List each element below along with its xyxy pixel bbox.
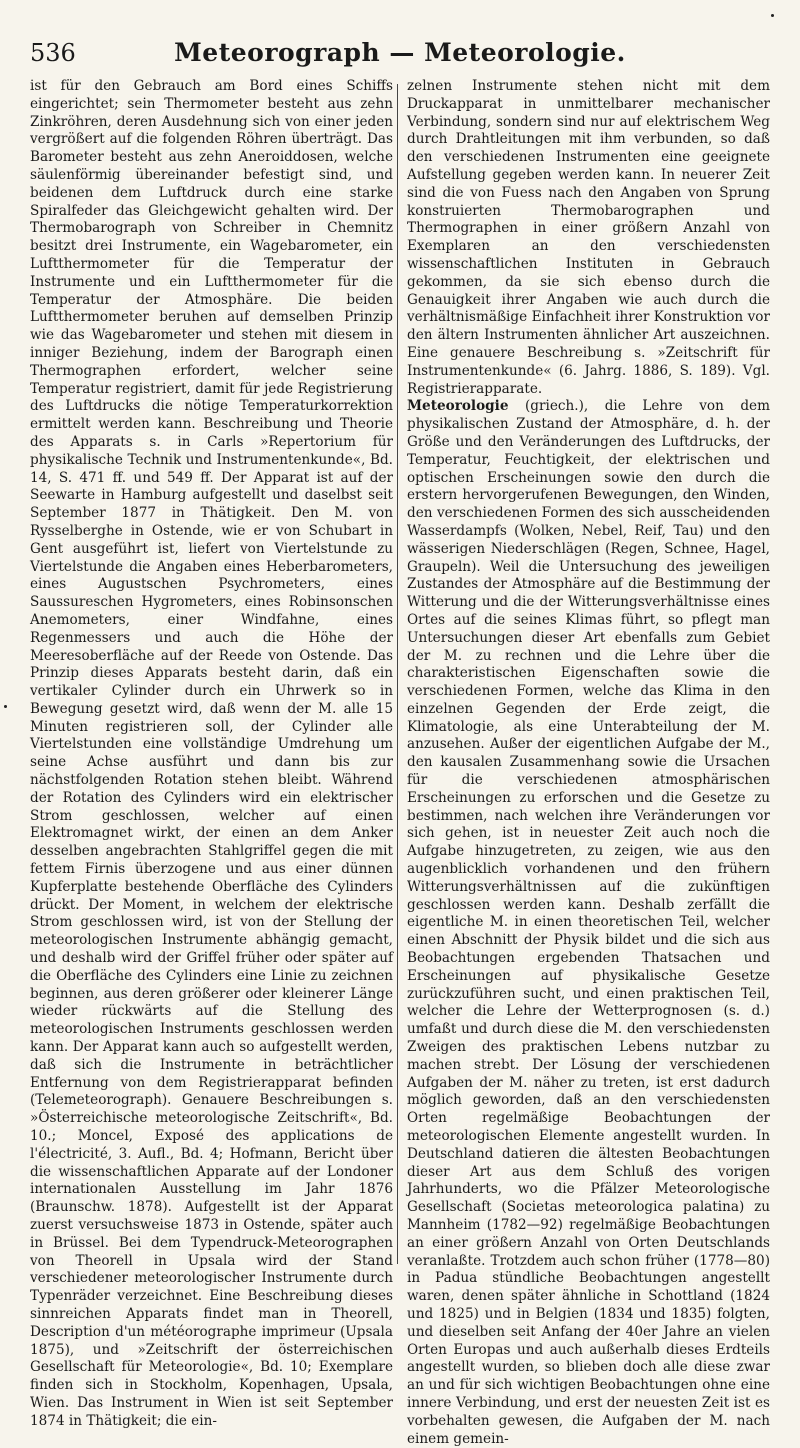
page-number: 536	[30, 39, 76, 67]
page-header	[30, 36, 770, 76]
entry-meteorologie	[407, 398, 770, 1448]
right-column-text-continued: zelnen Instrumente stehen nicht mit dem Druckapparat in unmittelbarer mechanischer Verbindung, sondern sind nur auf elektrischem Weg durch Drahtleitungen mit ihm verbunden, so daß den verschiedenen Instrumenten eine geeignete Aufstellung gegeben werden kann. In neuerer Zeit sind die von Fuess nach den Angaben von Sprung konstruierten Thermobarographen und Thermographen in einer größern Anzahl von Exemplaren an den verschiedensten wissenschaftlichen Instituten in Gebrauch gekommen, da sie sich ebenso durch die Genauigkeit ihrer Angaben wie auch durch die verhältnismäßige Einfachheit ihrer Konstruktion vor den ältern Instrumenten ähnlicher Art auszeichnen. Eine genauere Beschreibung s. »Zeitschrift für Instrumentenkunde« (6. Jahrg. 1886, S. 189). Vgl. Registrierapparate.	[407, 78, 770, 397]
left-column-text: ist für den Gebrauch am Bord eines Schiffs eingerichtet; sein Thermometer besteht aus zehn Zinkröhren, deren Ausdehnung sich von einer jeden vergrößert auf die folgenden Röhren überträgt. Das Barometer besteht aus zehn Aneroiddosen, welche säulenförmig übereinander befestigt sind, und beidenen dem Luftdruck durch eine starke Spiralfeder das Gleichgewicht gehalten wird. Der Thermobarograph von Schreiber in Chemnitz besitzt drei Instrumente, ein Wagebarometer, ein Luftthermometer für die Temperatur der Instrumente und ein Luftthermometer für die Temperatur der Atmosphäre. Die beiden Luftthermometer beruhen auf demselben Prinzip wie das Wagebarometer und stehen mit diesem in inniger Beziehung, indem der Barograph einen Thermographen erfordert, welcher seine Temperatur registriert, damit für jede Registrierung des Luftdrucks die nötige Temperaturkorrektion ermittelt werden kann. Beschreibung und Theorie des Apparats s. in Carls »Repertorium für physikalische Technik und Instrumentenkunde«, Bd. 14, S. 471 ff. und 549 ff. Der Apparat ist auf der Seewarte in Hamburg aufgestellt und daselbst seit September 1877 in Thätigkeit. Den M. von Rysselberghe in Ostende, wie er von Schubart in Gent ausgeführt ist, liefert von Viertelstunde zu Viertelstunde die Angaben eines Heberbarometers, eines Augustschen Psychrometers, eines Saussureschen Hygrometers, eines Robinsonschen Anemometers, einer Windfahne, eines Regenmessers und auch die Höhe der Meeresoberfläche auf der Reede von Ostende. Das Prinzip dieses Apparats besteht darin, daß ein vertikaler Cylinder durch ein Uhrwerk so in Bewegung gesetzt wird, daß wenn der M. alle 15 Minuten registrieren soll, der Cylinder alle Viertelstunden eine vollständige Umdrehung um seine Achse ausführt und dann bis zur nächstfolgenden Rotation stehen bleibt. Während der Rotation des Cylinders wird ein elektrischer Strom geschlossen, welcher auf einen Elektromagnet wirkt, der einen an dem Anker desselben angebrachten Stahlgriffel gegen die mit fettem Firnis überzogene und aus einer dünnen Kupferplatte bestehende Oberfläche des Cylinders drückt. Der Moment, in welchem der elektrische Strom geschlossen wird, ist von der Stellung der meteorologischen Instrumente abhängig gemacht, und deshalb wird der Griffel früher oder später auf die Oberfläche des Cylinders eine Linie zu zeichnen beginnen, aus deren größerer oder kleinerer Länge wieder rückwärts auf die Stellung des meteorologischen Instruments geschlossen werden kann. Der Apparat kann auch so aufgestellt werden, daß sich die Instrumente in beträchtlicher Entfernung von dem Registrierapparat befinden (Telemeteorograph). Genauere Beschreibungen s. »Österreichische meteorologische Zeitschrift«, Bd. 10.; Moncel, Exposé des applications de l'électricité, 3. Aufl., Bd. 4; Hofmann, Bericht über die wissenschaftlichen Apparate auf der Londoner internationalen Ausstellung im Jahr 1876 (Braunschw. 1878). Aufgestellt ist der Apparat zuerst versuchsweise 1873 in Ostende, später auch in Brüssel. Bei dem Typendruck-Meteorographen von Theorell in Upsala wird der Stand verschiedener meteorologischer Instrumente durch Typenräder verzeichnet. Eine Beschreibung dieses sinnreichen Apparats findet man in Theorell, Description d'un météorographe imprimeur (Upsala 1875), und »Zeitschrift der österreichischen Gesellschaft für Meteorologie«, Bd. 10; Exemplare finden sich in Stockholm, Kopenhagen, Upsala, Wien. Das Instrument in Wien ist seit September 1874 in Thätigkeit; die ein-	[30, 78, 393, 1429]
entry-lemma: Meteorologie	[407, 398, 509, 415]
column-divider	[397, 84, 398, 1264]
right-column	[407, 78, 770, 1447]
left-column	[30, 78, 393, 1429]
margin-dot	[4, 705, 7, 708]
entry-body: (griech.), die Lehre von dem physikalischen Zustand der Atmosphäre, d. h. der Größe und den Veränderungen des Luftdrucks, der Temperatur, Feuchtigkeit, der elektrischen und optischen Erscheinungen sowie den durch die erstern hervorgerufenen Bewegungen, den Winden, den verschiedenen Formen des sich ausscheidenden Wasserdampfs (Wolken, Nebel, Reif, Tau) und den wässerigen Niederschlägen (Regen, Schnee, Hagel, Graupeln). Weil die Untersuchung des jeweiligen Zustandes der Atmosphäre auf die Bestimmung der Witterung und die der Witterungsverhältnisse eines Ortes auf die seines Klimas führt, so pflegt man Untersuchungen dieser Art ebenfalls zum Gebiet der M. zu rechnen und die Lehre über die charakteristischen Eigenschaften sowie die verschiedenen Formen, welche das Klima in den einzelnen Gegenden der Erde zeigt, die Klimatologie, als eine Unterabteilung der M. anzusehen. Außer der eigentlichen Aufgabe der M., den kausalen Zusammenhang sowie die Ursachen für die verschiedenen atmosphärischen Erscheinungen zu erforschen und die Gesetze zu bestimmen, nach welchen ihre Veränderungen vor sich gehen, ist in neuester Zeit auch noch die Aufgabe hinzugetreten, zu zeigen, wie aus den augenblicklich vorhandenen und den frühern Witterungsverhältnissen auf die zukünftigen geschlossen werden kann. Deshalb zerfällt die eigentliche M. in einen theoretischen Teil, welcher einen Abschnitt der Physik bildet und die sich aus Beobachtungen ergebenden Thatsachen und Erscheinungen auf physikalische Gesetze zurückzuführen sucht, und einen praktischen Teil, welcher die Lehre der Wetterprognosen (s. d.) umfaßt und durch diese die M. den verschiedensten Zweigen des praktischen Lebens nutzbar zu machen strebt. Der Lösung der verschiedenen Aufgaben der M. näher zu treten, ist erst dadurch möglich geworden, daß an den verschiedensten Orten regelmäßige Beobachtungen der meteorologischen Elemente angestellt wurden. In Deutschland datieren die ältesten Beobachtungen dieser Art aus dem Schluß des vorigen Jahrhunderts, wo die Pfälzer Meteorologische Gesellschaft (Societas meteorologica palatina) zu Mannheim (1782—92) regelmäßige Beobachtungen an einer größern Anzahl von Orten Deutschlands veranlaßte. Trotzdem auch schon früher (1778—80) in Padua stündliche Beobachtungen angestellt waren, denen später ähnliche in Schottland (1824 und 1825) und in Belgien (1834 und 1835) folgten, und dieselben seit Anfang der 40er Jahre an vielen Orten Europas und auch außerhalb dieses Erdteils angestellt wurden, so blieben doch alle diese zwar an und für sich wichtigen Beobachtungen ohne eine innere Verbindung, und erst der neuesten Zeit ist es vorbehalten gewesen, die Aufgaben der M. nach einem gemein-	[407, 398, 770, 1447]
running-head: Meteorograph — Meteorologie.	[174, 38, 626, 67]
corner-dot	[771, 14, 774, 17]
